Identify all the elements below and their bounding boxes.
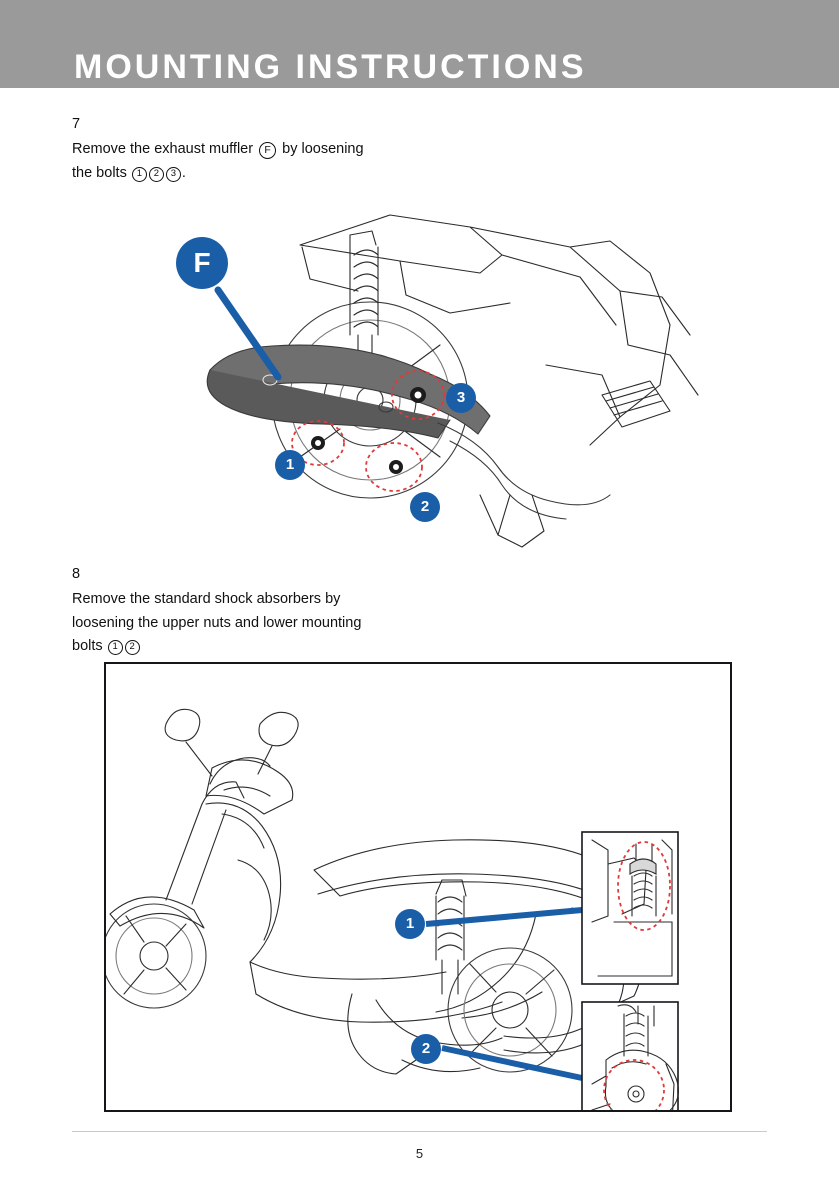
bolt-marker-3: 3	[166, 167, 181, 182]
step-7-period: .	[181, 164, 186, 181]
detail-inset-2	[582, 1002, 678, 1110]
step-7-line-2: the bolts	[72, 164, 127, 181]
step-7-line-1-cont: by loosening	[282, 141, 364, 158]
callout-bubble-3: 3	[446, 383, 476, 413]
step-8-line-3: bolts	[72, 638, 103, 655]
detail-inset-1	[582, 832, 678, 984]
bolt-marker-1: 1	[132, 167, 147, 182]
scooter-figure	[104, 662, 732, 1112]
callout-bubble-f: F	[176, 237, 228, 289]
exhaust-muffler-figure	[150, 195, 710, 555]
part-marker-f: F	[259, 142, 276, 159]
callout-bubble-2: 2	[410, 492, 440, 522]
page-number: 5	[415, 1146, 424, 1161]
footer-divider	[72, 1131, 767, 1132]
scooter-callout-bubble-2: 2	[411, 1034, 441, 1064]
bolt-marker-2b: 2	[125, 640, 140, 655]
bolt-marker-2: 2	[149, 167, 164, 182]
bolt-marker-1b: 1	[108, 640, 123, 655]
callout-leader-1	[426, 910, 582, 924]
page-title: MOUNTING INSTRUCTIONS	[74, 48, 587, 86]
step-7-text	[72, 113, 492, 185]
callout-bubble-1: 1	[275, 450, 305, 480]
step-8-line-1: Remove the standard shock absorbers by	[72, 591, 341, 608]
step-8-text	[72, 563, 492, 659]
step-7-line-1: Remove the exhaust muffler	[72, 141, 254, 158]
callout-leader-2	[442, 1048, 582, 1078]
step-7-number: 7	[72, 116, 81, 132]
step-8-line-2: loosening the upper nuts and lower mounting	[72, 614, 362, 631]
step-8-number: 8	[72, 566, 81, 582]
scooter-callout-bubble-1: 1	[395, 909, 425, 939]
